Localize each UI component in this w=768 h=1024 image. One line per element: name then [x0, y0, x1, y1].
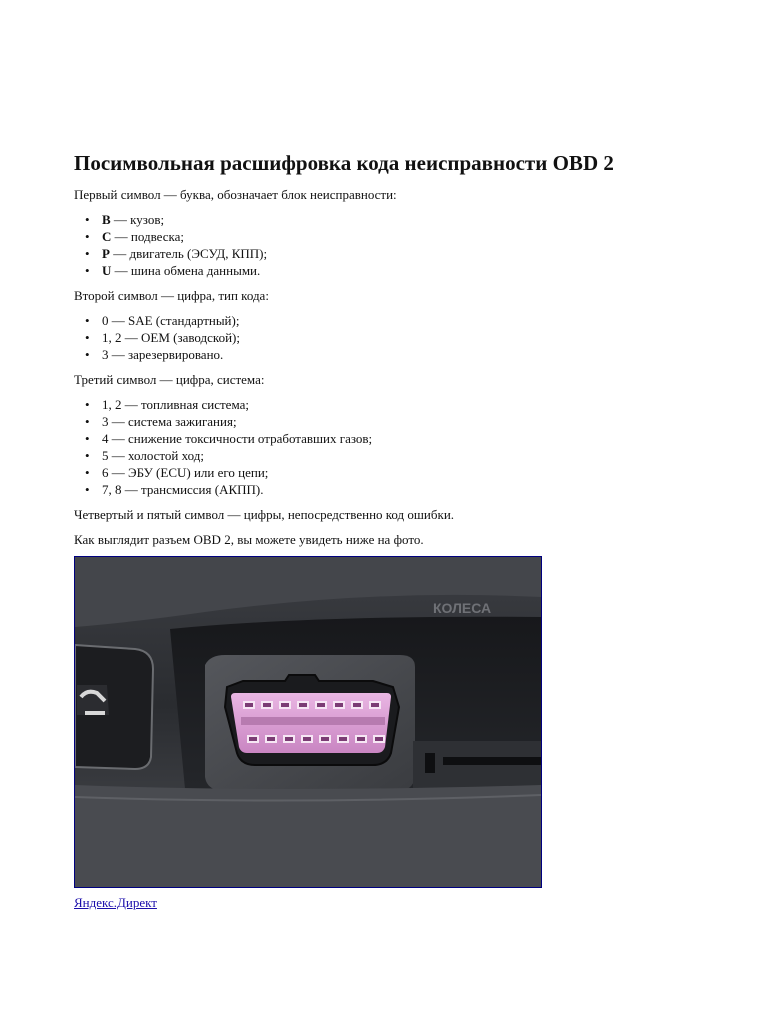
first-symbol-list	[74, 211, 714, 279]
list-item	[102, 262, 714, 279]
list-item: • 3 — система зажигания;	[102, 413, 714, 430]
fourth-fifth-symbol-text: Четвертый и пятый символ — цифры, непосредственно код ошибки.	[74, 507, 455, 522]
list-item: • 4 — снижение токсичности отработавших газов;	[102, 430, 714, 447]
yandex-direct-link[interactable]: Яндекс.Директ	[74, 895, 157, 910]
code-description: — шина обмена данными.	[111, 263, 261, 278]
code-letter: B	[102, 212, 111, 227]
third-symbol-intro: Третий символ — цифра, система:	[74, 372, 265, 387]
list-item: • 7, 8 — трансмиссия (АКПП).	[102, 481, 714, 498]
list-item: • 0 — SAE (стандартный);	[102, 312, 714, 329]
second-symbol-intro: Второй символ — цифра, тип кода:	[74, 288, 269, 303]
second-symbol-list	[74, 312, 714, 363]
list-item: • 1, 2 — OEM (заводской);	[102, 329, 714, 346]
list-item	[102, 228, 714, 245]
code-letter: P	[102, 246, 110, 261]
list-item	[102, 211, 714, 228]
code-description: — двигатель (ЭСУД, КПП);	[109, 246, 268, 261]
code-description: — подвеска;	[111, 229, 185, 244]
list-item: • 5 — холостой ход;	[102, 447, 714, 464]
list-item: • 1, 2 — топливная система;	[102, 396, 714, 413]
first-symbol-intro: Первый символ — буква, обозначает блок неисправности:	[74, 187, 397, 202]
list-item: • 3 — зарезервировано.	[102, 346, 714, 363]
list-item	[102, 245, 714, 262]
obd2-connector-photo	[74, 556, 542, 888]
article	[74, 148, 714, 912]
list-item: • 6 — ЭБУ (ECU) или его цепи;	[102, 464, 714, 481]
watermark-text: КОЛЕСА	[433, 600, 492, 616]
code-letter: C	[102, 229, 112, 244]
code-description: — кузов;	[110, 212, 165, 227]
third-symbol-list	[74, 396, 714, 498]
code-letter: U	[102, 263, 112, 278]
page-title: Посимвольная расшифровка кода неисправности OBD 2	[74, 151, 614, 175]
photo-caption: Как выглядит разъем OBD 2, вы можете увидеть ниже на фото.	[74, 532, 424, 547]
